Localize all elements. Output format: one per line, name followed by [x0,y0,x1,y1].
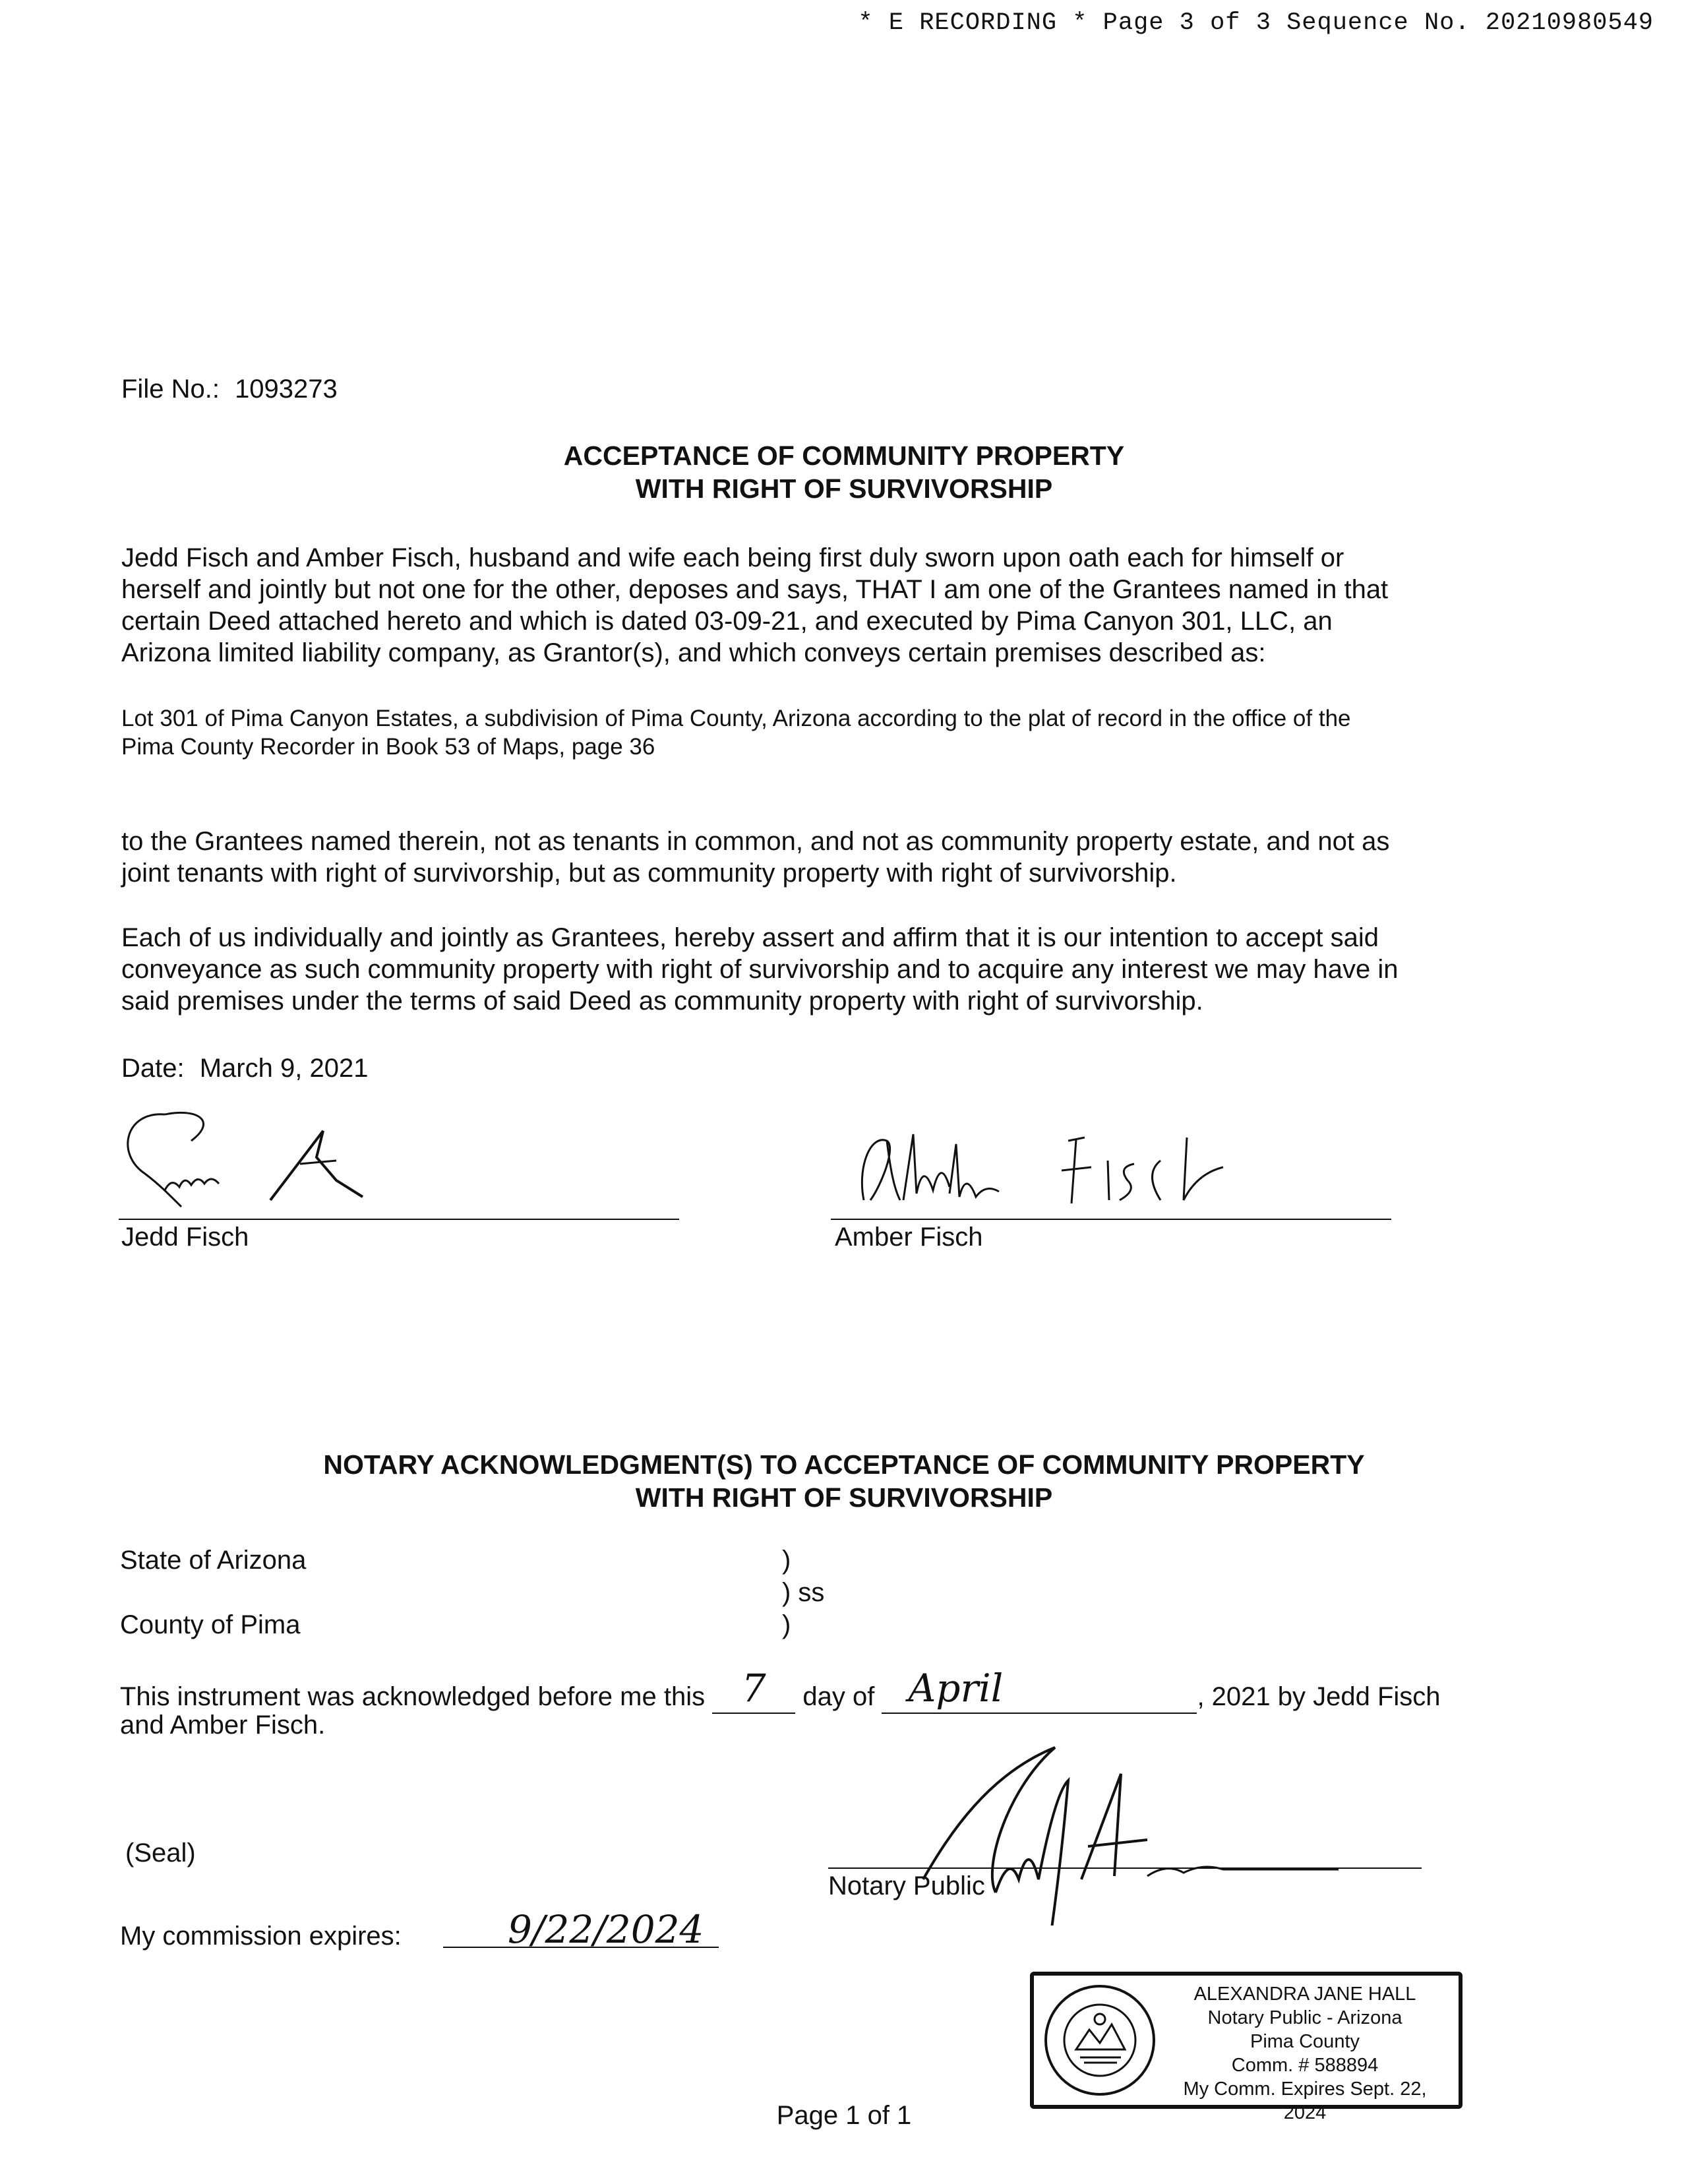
text-line: Pima County Recorder in Book 53 of Maps, page 36 [121,734,655,760]
acceptance-paragraph-2 [121,826,1592,889]
text-line: joint tenants with right of survivorship, but as community property with right of survivorship. [121,859,1177,888]
commission-label: My commission expires: [120,1922,402,1951]
text-line: certain Deed attached hereto and which is dated 03-09-21, and executed by Pima Canyon 301, LLC, an [121,607,1333,636]
file-number-value: 1093273 [235,375,338,404]
text-line: said premises under the terms of said Deed as community property with right of survivorship. [121,986,1203,1016]
recording-header: * E RECORDING * Page 3 of 3 Sequence No. 20210980549 [858,9,1654,37]
file-number [121,373,338,405]
legal-description [121,704,1592,761]
signer2-name: Amber Fisch [835,1223,983,1252]
stamp-county: Pima County [1250,2031,1360,2052]
venue-ss: ) ss [782,1578,825,1607]
page-footer: Page 1 of 1 [776,2101,912,2130]
state-seal-icon [1043,1984,1157,2097]
acceptance-date [121,1052,368,1084]
ack-prefix: This instrument was acknowledged before me this [120,1682,706,1711]
date-label: Date: [121,1054,185,1083]
stamp-notary-name: ALEXANDRA JANE HALL [1193,1984,1416,2005]
notary-public-label: Notary Public [828,1871,985,1900]
amber-fisch-signature [851,1114,1246,1220]
text-line: to the Grantees named therein, not as tenants in common, and not as community property estate, and not as [121,827,1390,856]
state-label: State of Arizona [120,1546,307,1575]
stamp-expires: My Comm. Expires Sept. 22, 2024 [1183,2078,1427,2123]
acknowledgment-line-2: and Amber Fisch. [120,1711,326,1740]
ack-day-of: day of [802,1682,875,1711]
text-line: Arizona limited liability company, as Grantor(s), and which conveys certain premises described as: [121,638,1266,667]
text-line: herself and jointly but not one for the other, deposes and says, THAT I am one of the Grantees named in that [121,575,1389,604]
notary-stamp [1030,1972,1462,2123]
text-line: Lot 301 of Pima Canyon Estates, a subdivision of Pima County, Arizona according to the plat of record in the office of the [121,706,1351,731]
stamp-comm-no: Comm. # 588894 [1231,2055,1379,2076]
date-value: March 9, 2021 [199,1054,369,1083]
acceptance-paragraph-3 [121,922,1592,1017]
acceptance-paragraph-1 [121,542,1592,669]
commission-value: 9/22/2024 [508,1907,704,1952]
ack-day: 7 [741,1666,766,1711]
acceptance-title [0,439,1688,505]
ack-month: April [908,1666,1004,1711]
acceptance-title-line2: WITH RIGHT OF SURVIVORSHIP [635,473,1053,504]
text-line: Jedd Fisch and Amber Fisch, husband and wife each being first duly sworn upon oath each for himself or [121,543,1344,572]
ack-suffix: , 2021 by Jedd Fisch [1197,1682,1441,1711]
stamp-notary-title: Notary Public - Arizona [1207,2007,1402,2028]
seal-label: (Seal) [125,1838,196,1867]
county-label: County of Pima [120,1610,301,1639]
acceptance-title-line1: ACCEPTANCE OF COMMUNITY PROPERTY [563,440,1125,471]
signer1-name: Jedd Fisch [121,1223,249,1252]
notary-title-line2: WITH RIGHT OF SURVIVORSHIP [635,1482,1053,1513]
acknowledgment-line-1 [120,1666,1441,1714]
venue-paren-1: ) [782,1546,791,1575]
venue-paren-3: ) [782,1610,791,1639]
text-line: Each of us individually and jointly as Grantees, hereby assert and affirm that it is our intention to accept said [121,923,1379,952]
jedd-fisch-signature [119,1095,429,1227]
notary-title [0,1448,1688,1514]
text-line: conveyance as such community property with right of survivorship and to acquire any interest we may have in [121,955,1399,984]
file-number-label: File No.: [121,375,220,404]
notary-title-line1: NOTARY ACKNOWLEDGMENT(S) TO ACCEPTANCE OF COMMUNITY PROPERTY [323,1449,1365,1480]
